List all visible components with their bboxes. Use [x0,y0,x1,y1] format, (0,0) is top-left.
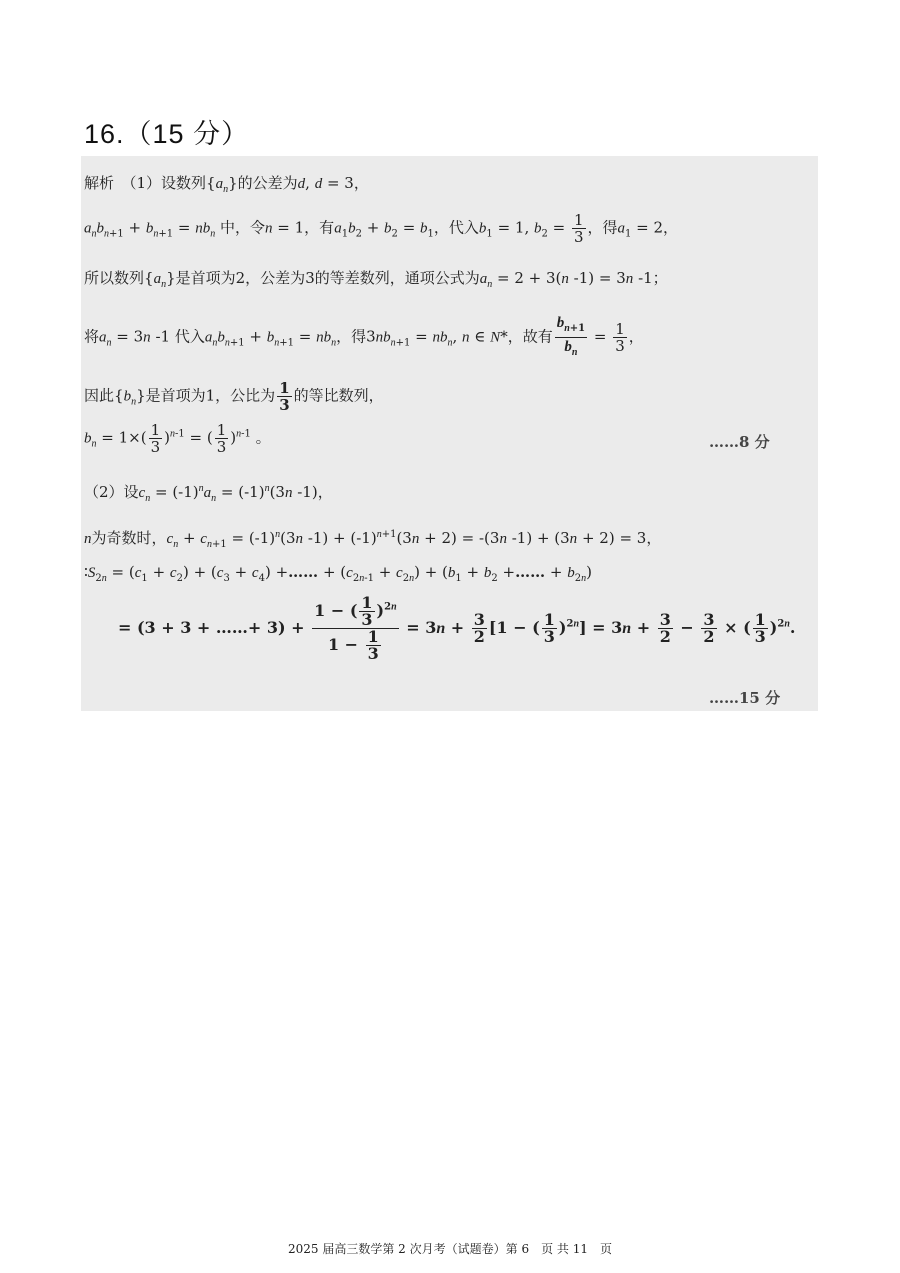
question-heading: 16.（15 分） [84,119,250,149]
text: ，有 [304,218,335,237]
fraction: $\frac{3}{2}$ [473,610,485,646]
solution-line-9: $∶S_{2n} = (c_1 + c_2) + (c_3 + c_4)$ +…… + $(c_{2n-1} + c_{2n}) + (b_1 + b_2$ +…… + $b_{2n}$) [84,563,592,584]
text: （2）设 [84,483,139,501]
solution-line-8: n为奇数时，$c_n + c_{n+1} = (-1)^n(3n$ $-1) + (-1)^{n+1}(3n + 2) = -(3n$ -1) + (3n + 2) = 3， [84,529,662,550]
text: 因此 [84,386,115,405]
fraction: $\frac{b_{n+1}}{b_n}$ [556,315,586,358]
solution-line-4: 将$a_n = 3n$ -1 代入$a_nb_{n+1} + b_{n+1} = nb_n$，得$3nb_{n+1} = nb_n$, n ∈ N*，故有 $\frac{b_{n+1}}{b_n}$ = $\frac{1}{3}$ ， [84,314,644,361]
fraction: 1 − ( $\frac{1}{3}$ )$^{2n}$ 1 − $\frac{1}{3}$ [314,593,397,663]
text: 的公差为 [237,174,298,192]
fraction: $\frac{1}{3}$ [279,379,290,414]
text: ，得 [336,327,367,346]
fraction: $\frac{1}{3}$ [216,421,227,456]
text: 为奇数时， [91,529,167,547]
text: 所以数列 [84,269,145,287]
fraction: $\frac{1}{3}$ [573,211,584,246]
fraction: $\frac{1}{3}$ [615,320,625,355]
text-analysis-label: 解析 （1）设数列 [84,174,207,192]
text: ，代入 [433,218,479,237]
fraction: $\frac{1}{3}$ [754,610,766,646]
text: 的等比数列， [293,386,384,405]
solution-line-3: 所以数列$\{a_n\}$是首项为2，公差为3的等差数列，通项公式为$a_n = 2 + 3(n$ -1) = 3n -1； [84,269,668,290]
text: 将 [84,327,100,346]
page-footer: 2025 届高三数学第 2 次月考（试题卷）第 6 页 共 11 页 [288,1242,612,1256]
fraction: $\frac{1}{3}$ [543,610,555,646]
text: ，得 [587,218,618,237]
fraction: $\frac{3}{2}$ [703,610,715,646]
fraction: $\frac{3}{2}$ [659,610,671,646]
fraction: $\frac{1}{3}$ [150,421,161,456]
text: 代入 [174,327,205,346]
text: ，公差为 [245,269,306,287]
text: 是首项为 [175,269,236,287]
fraction: $\frac{1}{3}$ [361,593,373,629]
solution-line-2: $a_nb_{n+1} + b_{n+1} = nb_n$ 中，令n = 1，有$a_1b_2 + b_2 = b_1$，代入$b_1 = 1$, $b_2$ = $\frac{1}{3}$ ，得$a_1 = 2$， [84,211,679,246]
solution-line-7: （2）设$c_n = (-1)^na_n = (-1)^n(3n$ -1)， [84,483,333,504]
text: 中，令 [220,218,266,237]
score-8: ……8 分 [709,433,770,451]
text: 是首项为 [145,386,206,405]
text: ，公比为 [215,386,276,405]
solution-line-5: 因此$\{b_n\}$是首项为1，公比为 $\frac{1}{3}$ 的等比数列， [84,379,384,414]
solution-line-6: $b_n = 1\times$( $\frac{1}{3}$ )$^{n-1}$ = ( $\frac{1}{3}$ )$^{n-1}$ 。 [84,421,271,456]
fraction: $\frac{1}{3}$ [367,627,379,663]
text: ，故有 [507,327,553,346]
solution-line-1: 解析 （1）设数列$\{a_n\}$的公差为d, d = 3， [84,174,369,195]
score-15: ……15 分 [709,689,781,707]
text: 的等差数列，通项公式为 [314,269,480,287]
solution-line-10: = (3 + 3 + ……+ 3) + 1 − ( $\frac{1}{3}$ )$^{2n}$ 1 − $\frac{1}{3}$ = 3n + $\frac{3}{2}$ [1 − ( $\frac{1}{3}$ )$^{2n}$] = 3n + $\frac{3}{2}$ − $\frac{3}{2}$ × ( $\frac{1}{3}$ )$^{2n}$. [118,593,796,663]
